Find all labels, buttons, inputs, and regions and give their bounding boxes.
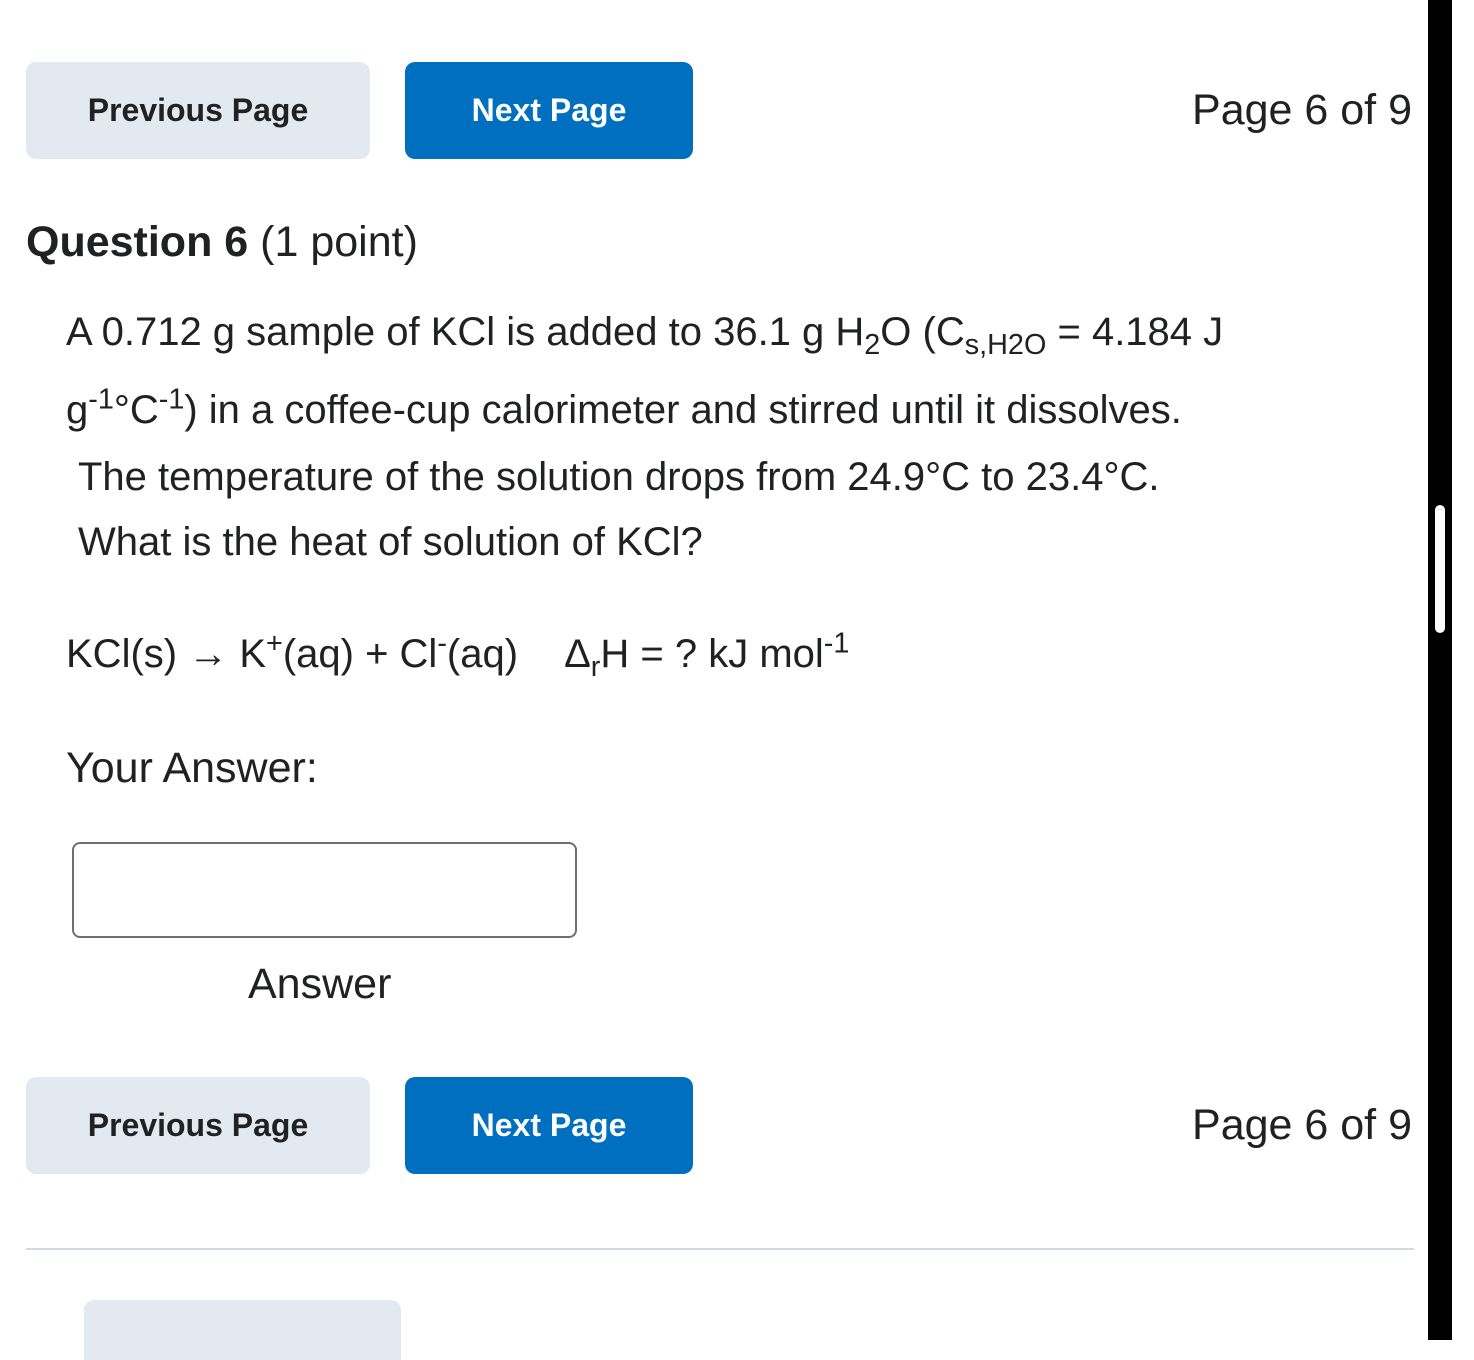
previous-page-button[interactable]: Previous Page [26, 62, 370, 159]
window-edge [1452, 0, 1474, 1340]
next-page-button[interactable]: Next Page [405, 62, 693, 159]
previous-page-button-bottom[interactable]: Previous Page [26, 1077, 370, 1174]
question-text-line-2: $g^{-1}^\circ C^{-1}$) in a coffee-cup calorimeter and stirred until it dissolves. [66, 383, 1182, 432]
divider [26, 1248, 1414, 1250]
question-text-line-3: The temperature of the solution drops from 24.9°C to 23.4°C. [78, 455, 1160, 499]
question-text-line-1: A 0.712 g sample of KCl is added to 36.1 g $H_2O$ ($C_{s,H2O} = 4.184$ J [66, 310, 1224, 361]
answer-caption: Answer [248, 960, 392, 1008]
scrollbar[interactable] [1428, 0, 1452, 1340]
your-answer-label: Your Answer: [66, 744, 318, 792]
question-title [26, 218, 418, 267]
question-number: Question 6 [26, 218, 249, 266]
page-indicator-bottom: Page 6 of 9 [1192, 1101, 1412, 1149]
scrollbar-thumb[interactable] [1435, 505, 1445, 633]
answer-input[interactable] [72, 842, 577, 938]
reaction-equation: KCl(s) → K+(aq) + Cl-(aq) $\Delta_rH$ = ? kJ mol$^{-1}$ [66, 627, 850, 683]
submit-quiz-button[interactable] [84, 1300, 401, 1360]
page-indicator: Page 6 of 9 [1192, 86, 1412, 134]
next-page-button-bottom[interactable]: Next Page [405, 1077, 693, 1174]
question-points: (1 point) [260, 218, 418, 266]
question-text-line-4: What is the heat of solution of KCl? [78, 520, 703, 564]
